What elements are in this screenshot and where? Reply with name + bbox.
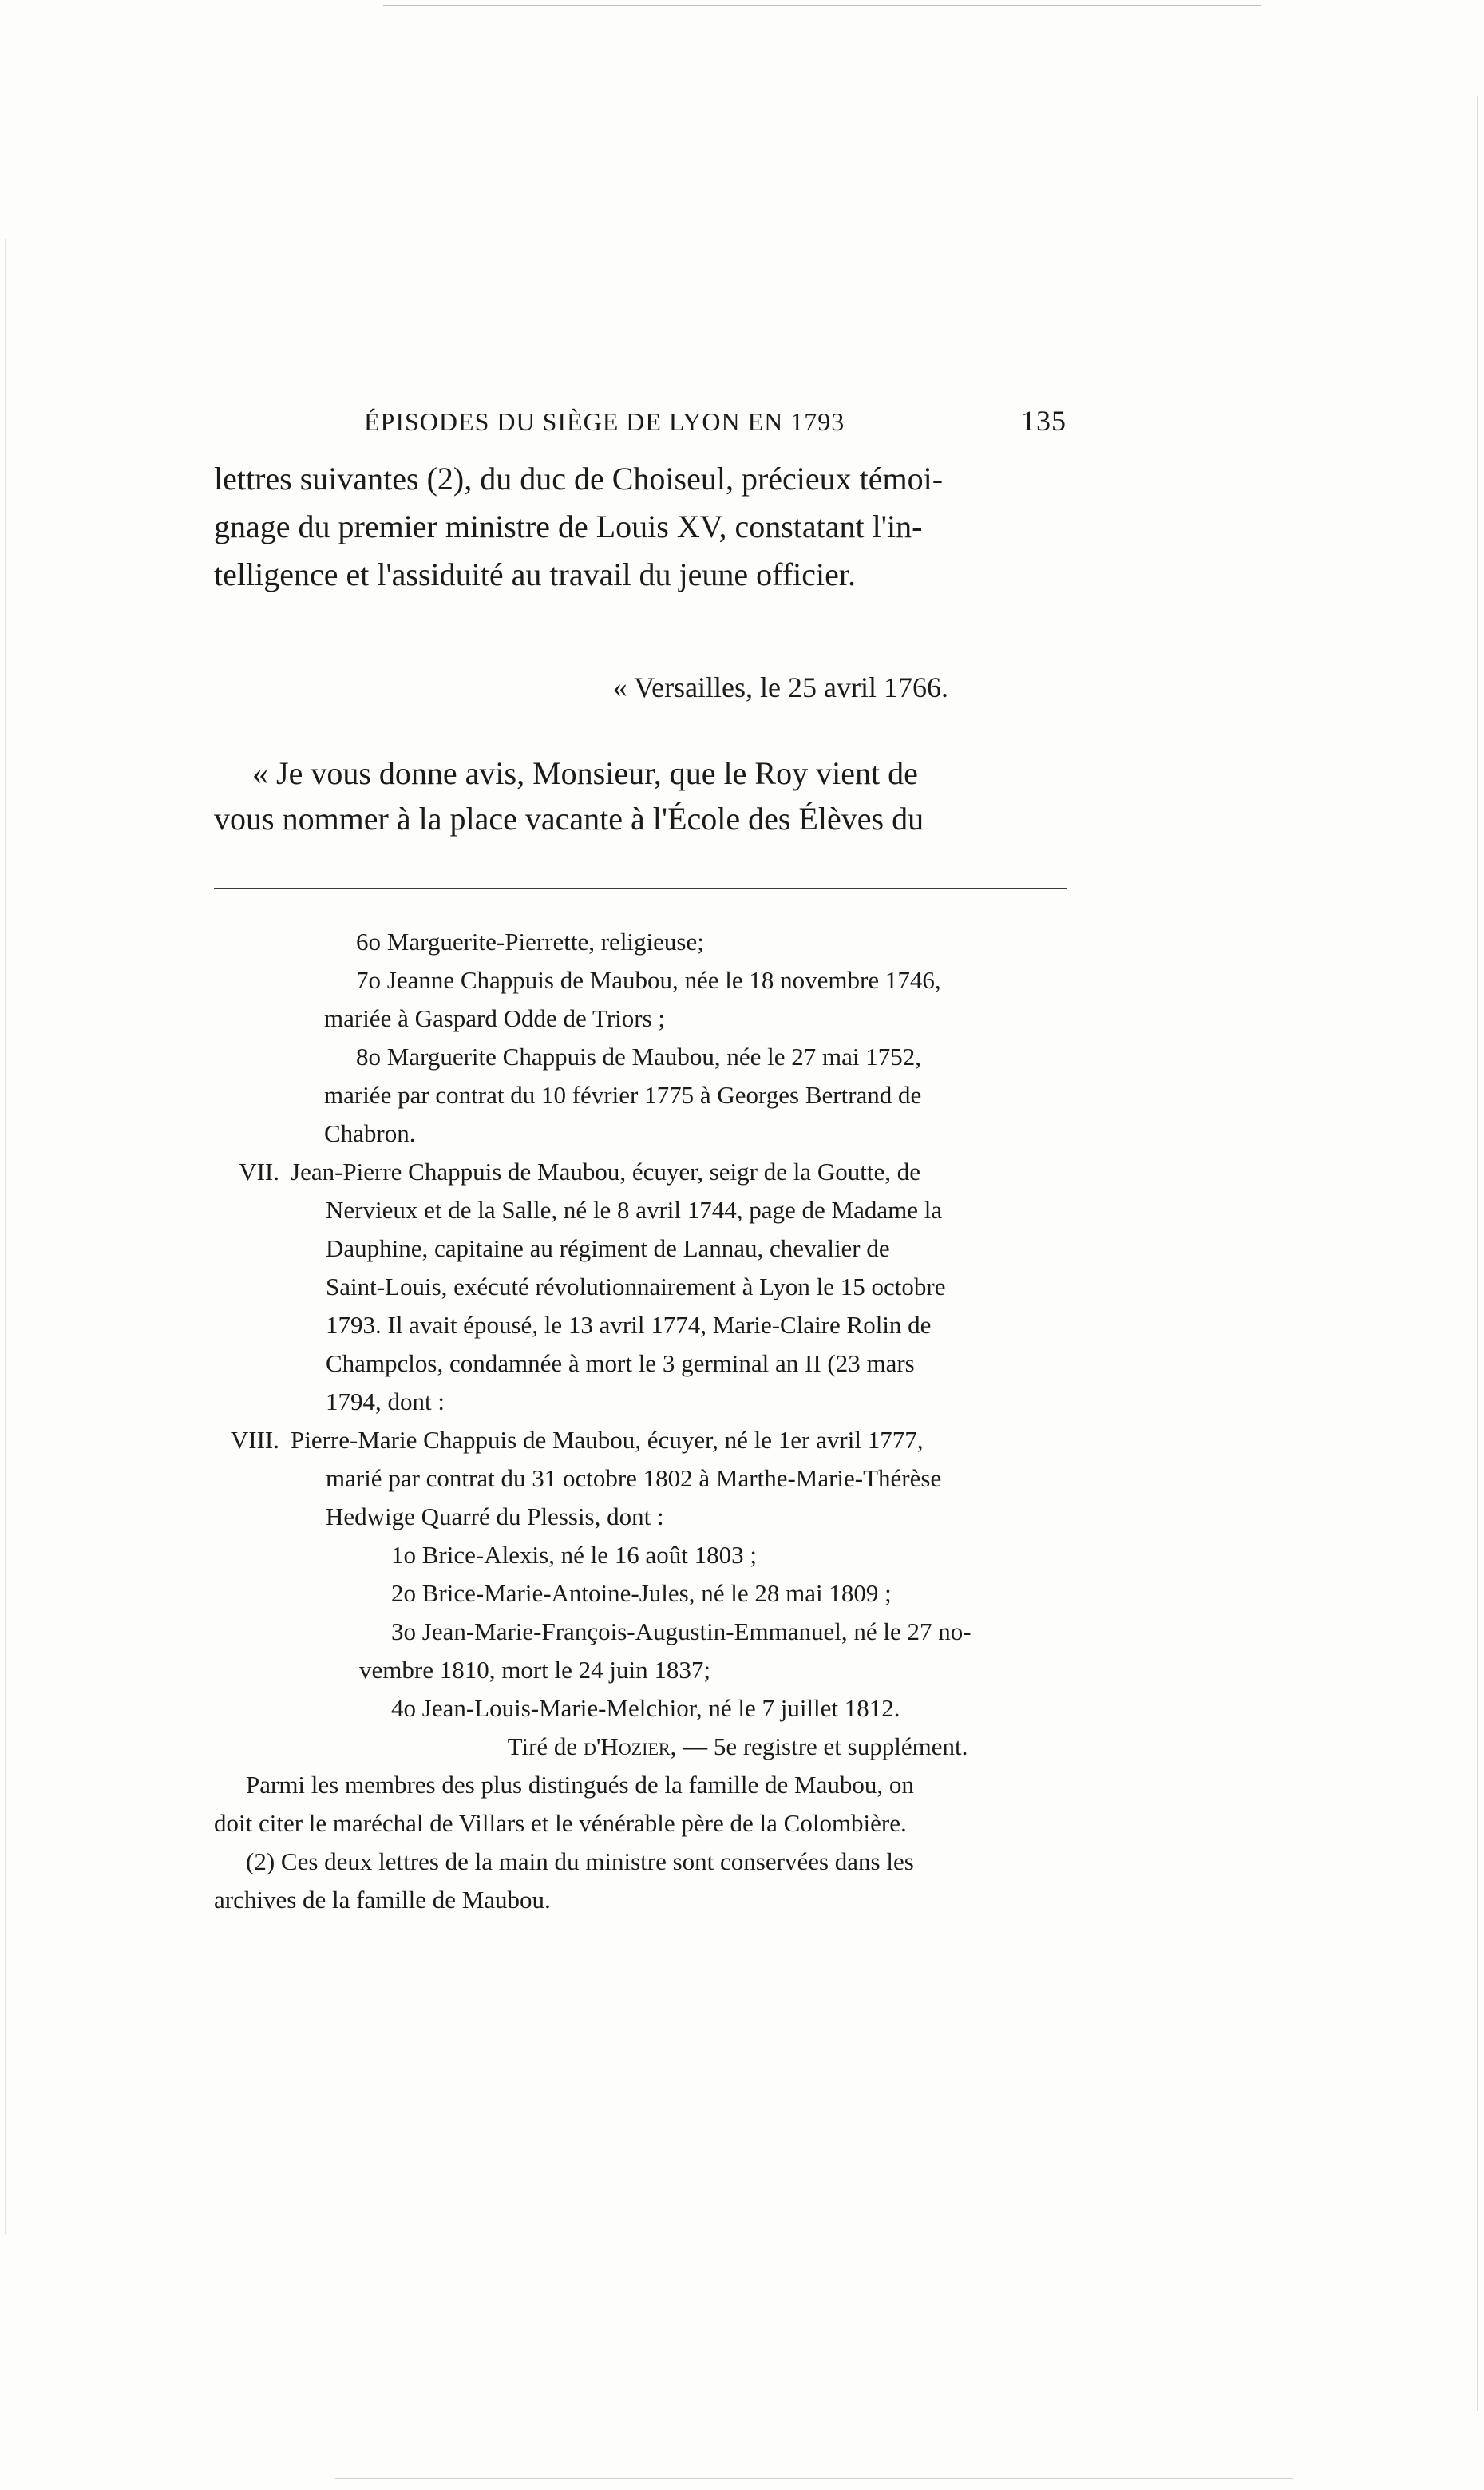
genealogy-child-cont: mariée par contrat du 10 février 1775 à Georges Bertrand de [324, 1081, 922, 1109]
genealogy-child: 8o Marguerite Chappuis de Maubou, née le 27 mai 1752, [356, 1043, 921, 1071]
footnotes [184, 923, 1068, 1919]
generation-viii [184, 1421, 1068, 1536]
footnote-2-cont: archives de la famille de Maubou. [214, 1886, 551, 1914]
running-title: ÉPISODES DU SIÈGE DE LYON EN 1793 [364, 407, 845, 436]
family-remark-cont: doit citer le maréchal de Villars et le vénérable père de la Colombière. [214, 1809, 907, 1837]
letter-line: « Je vous donne avis, Monsieur, que le Roy vient de [252, 755, 918, 791]
body-line: lettres suivantes (2), du duc de Choiseul, précieux témoi- [214, 461, 944, 497]
generation-line: Champclos, condamnée à mort le 3 germinal an II (23 mars [326, 1349, 915, 1377]
genealogy-child-cont: mariée à Gaspard Odde de Triors ; [324, 1004, 666, 1032]
genealogy-grandchild: 4o Jean-Louis-Marie-Melchior, né le 7 juillet 1812. [391, 1694, 900, 1722]
scan-edge-left [5, 239, 6, 2235]
generation-line: Nervieux et de la Salle, né le 8 avril 1744, page de Madame la [326, 1196, 943, 1224]
scan-edge-right [1477, 96, 1478, 2411]
body-line: telligence et l'assiduité au travail du jeune officier. [214, 556, 856, 592]
letter-dateline: « Versailles, le 25 avril 1766. [612, 671, 948, 703]
body-line: gnage du premier ministre de Louis XV, constatant l'in- [214, 509, 923, 544]
footnote-divider [214, 888, 1067, 890]
letter-line: vous nommer à la place vacante à l'École des Élèves du [214, 801, 924, 837]
source-prefix: Tiré de [507, 1732, 584, 1760]
genealogy-grandchild: 1o Brice-Alexis, né le 16 août 1803 ; [391, 1541, 758, 1569]
running-header [364, 404, 1067, 437]
footnote-2: (2) Ces deux lettres de la main du ministre sont conservées dans les [246, 1847, 914, 1875]
generation-line: marié par contrat du 31 octobre 1802 à Marthe-Marie-Thérèse [326, 1464, 942, 1492]
generation-vii [184, 1153, 1068, 1421]
letter-text [214, 750, 1067, 841]
source-author: d'Hozier [583, 1732, 671, 1760]
scan-edge-bottom [335, 2478, 1293, 2479]
genealogy-grandchild: 3o Jean-Marie-François-Augustin-Emmanuel, né le 27 no- [391, 1617, 972, 1645]
generation-text [291, 1153, 1068, 1421]
family-remark: Parmi les membres des plus distingués de la famille de Maubou, on [246, 1771, 914, 1799]
body-paragraph [214, 455, 1067, 599]
generation-number: VIII. [230, 1426, 279, 1454]
generation-line: 1793. Il avait épousé, le 13 avril 1774, Marie-Claire Rolin de [326, 1311, 932, 1339]
generation-line: Jean-Pierre Chappuis de Maubou, écuyer, seigr de la Goutte, de [291, 1158, 921, 1186]
scan-edge-top [383, 5, 1261, 6]
source-citation [184, 1728, 1068, 1766]
generation-line: Saint-Louis, exécuté révolutionnairement à Lyon le 15 octobre [326, 1273, 946, 1300]
generation-line: Hedwige Quarré du Plessis, dont : [326, 1502, 664, 1530]
genealogy-child: 7o Jeanne Chappuis de Maubou, née le 18 novembre 1746, [356, 966, 941, 994]
genealogy-grandchild-cont: vembre 1810, mort le 24 juin 1837; [359, 1656, 710, 1684]
generation-text [291, 1421, 1068, 1536]
genealogy-child: 6o Marguerite-Pierrette, religieuse; [356, 928, 704, 956]
source-suffix: , — 5e registre et supplément. [670, 1732, 968, 1760]
generation-line: 1794, dont : [326, 1388, 445, 1415]
generation-line: Dauphine, capitaine au régiment de Lannau, chevalier de [326, 1234, 890, 1262]
generation-number: VII. [239, 1158, 279, 1186]
genealogy-grandchild: 2o Brice-Marie-Antoine-Jules, né le 28 mai 1809 ; [391, 1579, 892, 1607]
genealogy-child-cont: Chabron. [324, 1119, 416, 1147]
page-number: 135 [1021, 405, 1067, 437]
generation-line: Pierre-Marie Chappuis de Maubou, écuyer, né le 1er avril 1777, [291, 1426, 924, 1454]
